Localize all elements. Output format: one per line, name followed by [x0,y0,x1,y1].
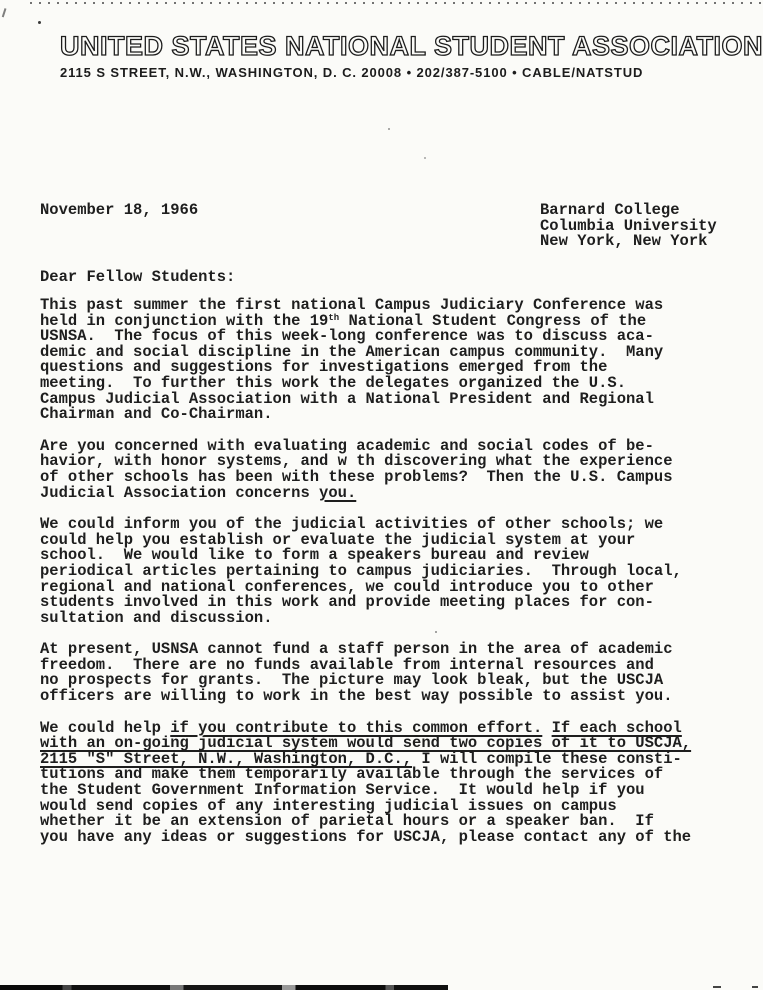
text-segment: students involved in this work and provide meeting places for con- [40,593,654,612]
text-segment: At present, USNSA cannot fund a staff person in the area of academic [40,640,673,659]
text-segment: the Student Government Information Service. It would help if you [40,781,645,800]
text-segment: periodical articles pertaining to campus judiciaries. Through local, [40,561,682,580]
text-segment: no prospects for grants. The picture may look bleak, but the USCJA [40,671,664,690]
scan-speck [424,157,426,159]
underlined-text: if you contribute to this common effort. [170,718,543,737]
letterhead [60,31,763,80]
letterhead-address-line: 2115 S STREET, N.W., WASHINGTON, D. C. 20008 • 202/387-5100 • CABLE/NATSTUD [60,65,644,80]
text-segment: I will compile these consti- [412,749,682,768]
text-segment: meeting. To further this work the delegates organized the U.S. [40,373,626,392]
underlined-text: you. [319,483,357,502]
scan-dotted-line [30,2,763,4]
text-segment: regional and national conferences, we could introduce you to other [40,577,654,596]
text-segment: you have any ideas or suggestions for USCJA, please contact any of the [40,827,692,846]
text-segment: We could help [40,718,171,737]
text-segment: Judicial Association concerns [40,483,320,502]
text-segment: havior, with honor systems, and w th discovering what the experience [40,452,673,471]
text-segment: We could inform you of the judicial activities of other schools; we [40,515,664,534]
text-segment: school. We would like to form a speakers bureau and review [40,546,589,565]
text-segment: officers are willing to work in the best way possible to assist you. [40,687,673,706]
paragraph [40,718,740,846]
text-segment: demic and social discipline in the American campus community. Many [40,342,664,361]
text-segment: Chairman and Co-Chairman. [40,405,273,424]
paragraph [40,642,740,704]
superscript-text: th [328,312,340,323]
organization-name: UNITED STATES NATIONAL STUDENT ASSOCIATION [60,31,763,61]
underlined-text: with an on-going judicial system would send two copies of it to USCJA, [40,734,692,753]
text-segment: Campus Judicial Association with a National President and Regional [40,389,654,408]
text-segment: This past summer the first national Campus Judiciary Conference was [40,296,664,314]
text-segment: USNSA. The focus of this week-long conference was to discuss aca- [40,327,654,346]
recipient-line: Barnard College [540,201,680,219]
recipient-address [540,203,717,250]
text-segment: tutions and make them temporarily available through the services of [40,765,664,784]
paragraph [40,517,740,626]
date-line: November 18, 1966 [40,201,199,219]
scan-artifact [38,21,41,24]
underlined-text: If each school [551,718,682,737]
text-segment: whether it be an extension of parietal hours or a speaker ban. If [40,812,654,831]
text-segment: questions and suggestions for investigations emerged from the [40,358,608,377]
scan-artifact [2,8,11,19]
letter-line [40,827,740,846]
scan-artifact [713,986,721,988]
scan-speck [388,128,390,130]
text-segment: held in conjunction with the 19 [40,311,329,330]
text-segment: National Student Congress of the [339,311,647,330]
text-segment: sultation and discussion. [40,608,273,627]
recipient-line: Columbia University [540,216,717,235]
letter-line [40,407,740,423]
paragraph [40,298,740,423]
text-segment: freedom. There are no funds available from internal resources and [40,655,654,674]
text-segment: would send copies of any interesting judicial issues on campus [40,796,617,815]
letter-line [40,689,740,705]
text-segment: could help you establish or evaluate the judicial system at your [40,530,636,549]
salutation: Dear Fellow Students: [40,268,236,286]
paragraph [40,436,740,502]
letter-body [40,298,740,861]
recipient-line: New York, New York [540,232,708,251]
underlined-text: 2115 "S" Street, N.W., Washington, D.C., [40,749,413,768]
text-segment: of other schools has been with these problems? Then the U.S. Campus [40,467,673,486]
scan-edge-artifact [0,985,448,990]
text-segment: Are you concerned with evaluating academic and social codes of be- [40,436,654,455]
letter-line [40,608,740,627]
letter-line [40,483,740,502]
scan-artifact [752,986,758,988]
